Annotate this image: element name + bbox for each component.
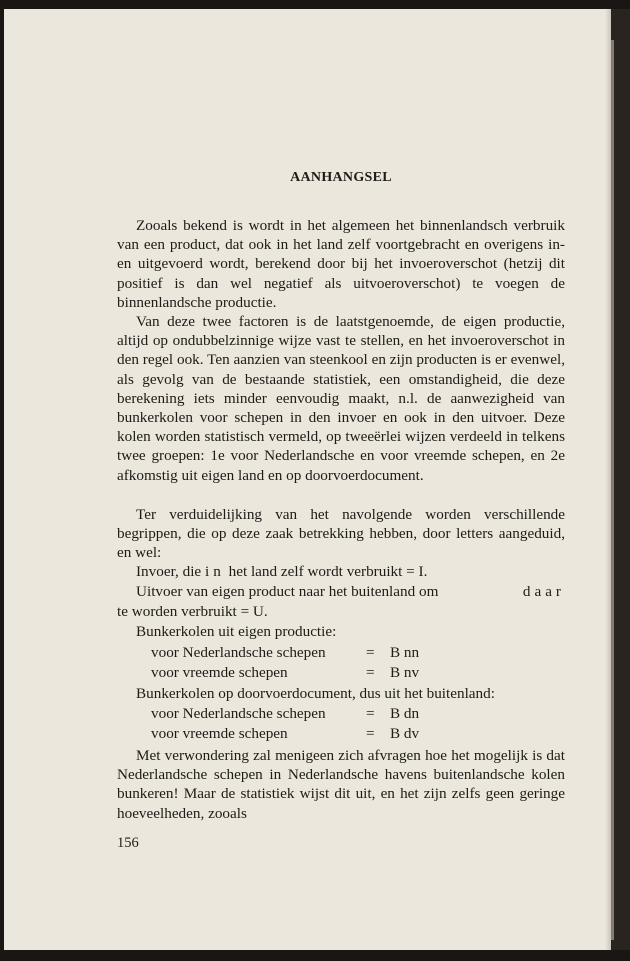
paragraph-2: Van deze twee factoren is de laatstgenoemde, de eigen productie, altijd op ondubbelzinnige wijze vast te stellen, en het invoeroverschot in den regel ook. Ten aanzien van steenkool en zijn producten is er evenwel, als gevolg van de bestaande statistiek, een omstandigheid, die deze berekening iets minder eenvoudig maakt, n.l. de aanwezigheid van bunkerkolen voor schepen in den invoer en ook in den uitvoer. Deze kolen worden statistisch vermeld, op tweeërlei wijzen verdeeld in telkens twee groepen: 1e voor Nederlandsche en voor vreemde schepen, en 2e afkomstig uit eigen land en op doorvoerdocument. <box>117 313 565 484</box>
scan-top-border <box>0 0 630 9</box>
book-page <box>4 9 611 950</box>
paragraph-3: Ter verduidelijking van het navolgende worden verschillende begrippen, die op deze zaak betrekking hebben, door letters aangeduid, en wel: <box>117 506 565 562</box>
paragraph-4: Met verwondering zal menigeen zich afvragen hoe het mogelijk is dat Nederlandsche schepen in Nederlandsche havens buitenlandsche kolen bunkeren! Maar de statistiek wijst dit uit, en het zijn zelfs geen geringe hoeveelheden, zooals <box>117 747 565 822</box>
bunker-doorvoer-heading: Bunkerkolen op doorvoerdocument, dus uit het buitenland: <box>136 685 495 702</box>
page-number: 156 <box>117 835 139 851</box>
definition-invoer: Invoer, die in het land zelf wordt verbruikt = I. <box>136 563 428 580</box>
chapter-heading: AANHANGSEL <box>290 170 392 185</box>
definition-uitvoer-line2: te worden verbruikt = U. <box>117 603 268 620</box>
definition-bnv: voor vreemde schepen = B nv <box>151 664 420 681</box>
definition-bdn: voor Nederlandsche schepen = B dn <box>151 705 420 722</box>
paragraph-1: Zooals bekend is wordt in het algemeen het binnenlandsch verbruik van een product, dat ook in het land zelf voortgebracht en overigens in- en uitgevoerd wordt, berekend door bij het invoeroverschot (hetzij dit positief is dan wel negatief als uitvoeroverschot) te voegen de binnenlandsche productie. <box>117 217 565 311</box>
definition-bnn: voor Nederlandsche schepen = B nn <box>151 644 420 661</box>
definition-uitvoer-line1: Uitvoer van eigen product naar het buitenland om daar <box>136 583 565 600</box>
bunker-eigen-heading: Bunkerkolen uit eigen productie: <box>136 623 337 640</box>
spaced-word-daar: daar <box>522 583 565 600</box>
page-edge <box>611 40 614 940</box>
definition-bdv: voor vreemde schepen = B dv <box>151 725 420 742</box>
spaced-word-in: in <box>204 563 225 580</box>
